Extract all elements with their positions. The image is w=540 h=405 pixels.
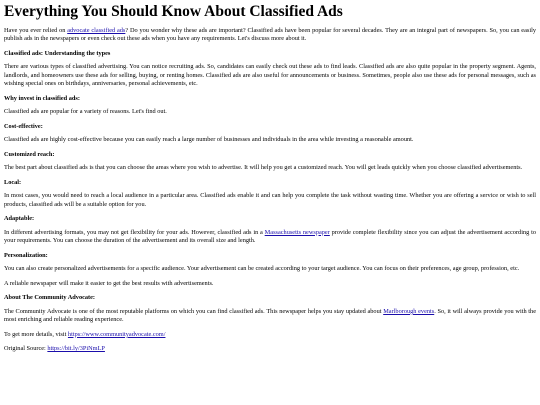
about-paragraph: [4, 308, 536, 325]
types-paragraph: There are various types of classified advertising. You can notice recruiting ads. So, candidates can easily check out these ads to find leads. Classified ads are also quite popular in the property segment. Agents, landlords, and homeowners use these ads for selling, buying, or renting homes. Classified ads are also useful for announcements or business. Sometimes, people also use these ads for personal messages, such as wishing special ones on birthdays, anniversaries, personal achievements, etc.: [4, 63, 536, 88]
original-source-link[interactable]: https://bit.ly/3PiNmLP: [47, 345, 105, 353]
details-paragraph: [4, 331, 536, 340]
heading-local: Local:: [4, 178, 22, 186]
intro-text-pre: Have you ever relied on: [4, 26, 68, 34]
about-text-pre: The Community Advocate is one of the most reputable platforms on which you can find classified ads. This newspaper helps you stay updated about: [4, 307, 384, 315]
adapt-text-pre: In different advertising formats, you may not get flexibility for your ads. However, classified ads in a: [4, 228, 265, 236]
marlborough-events-link[interactable]: Marlborough events: [383, 307, 435, 315]
page-title: Everything You Should Know About Classified Ads: [4, 3, 343, 20]
heading-cost-effective: Cost-effective:: [4, 122, 43, 130]
intro-paragraph: [4, 27, 536, 44]
reliable-paragraph: A reliable newspaper will make it easier to get the best results with advertisements.: [4, 279, 214, 287]
source-text: Original Source:: [4, 345, 48, 353]
why-paragraph: Classified ads are popular for a variety of reasons. Let's find out.: [4, 108, 167, 116]
personalization-paragraph: You can also create personalized advertisements for a specific audience. Your advertisement can be created according to your target audience. You can focus on their preferences, age group, profession, etc.: [4, 265, 520, 273]
custom-paragraph: The best part about classified ads is that you can choose the areas where you wish to advertise. It will help you get a customized reach. You will get leads quickly when you choose classified advertisements.: [4, 164, 523, 172]
community-advocate-website-link[interactable]: https://www.communityadvocate.com/: [67, 330, 166, 338]
about-text-post: . So, it will always provide you with the most enriching and reliable reading experience.: [4, 307, 537, 324]
details-text: To get more details, visit: [4, 330, 68, 338]
heading-adaptable: Adaptable:: [4, 215, 35, 223]
local-paragraph: In most cases, you would need to reach a local audience in a particular area. Classified ads enable it and can help you complete the task without wasting time. Whether you are offering a service or wish to sell products, classified ads will be a suitable option for you.: [4, 192, 536, 208]
heading-why-invest: Why invest in classified ads:: [4, 94, 80, 102]
heading-customized-reach: Customized reach:: [4, 150, 55, 158]
adaptable-paragraph: [4, 229, 536, 246]
cost-paragraph: Classified ads are highly cost-effective because you can easily reach a large number of businesses and individuals in the area while investing a reasonable amount.: [4, 136, 414, 144]
advocate-classified-ads-link[interactable]: advocate classified ads: [67, 26, 126, 34]
heading-about: About The Community Advocate:: [4, 294, 96, 302]
adapt-text-post: provide complete flexibility since you can adjust the advertisement according to your requirements. You can choose the duration of the advertisement and its overall size and length.: [4, 228, 536, 245]
heading-personalization: Personalization:: [4, 251, 48, 259]
heading-understanding-types: Classified ads: Understanding the types: [4, 49, 111, 57]
massachusetts-newspaper-link[interactable]: Massachusetts newspaper: [264, 228, 330, 236]
intro-text-post: ? Do you wonder why these ads are important? Classified ads have been popular for several decades. They are an integral part of newspapers. So, you can easily publish ads in the newspapers or even check out these ads when you have any requirements. Let's discuss more about it.: [4, 26, 536, 43]
source-paragraph: [4, 345, 536, 354]
